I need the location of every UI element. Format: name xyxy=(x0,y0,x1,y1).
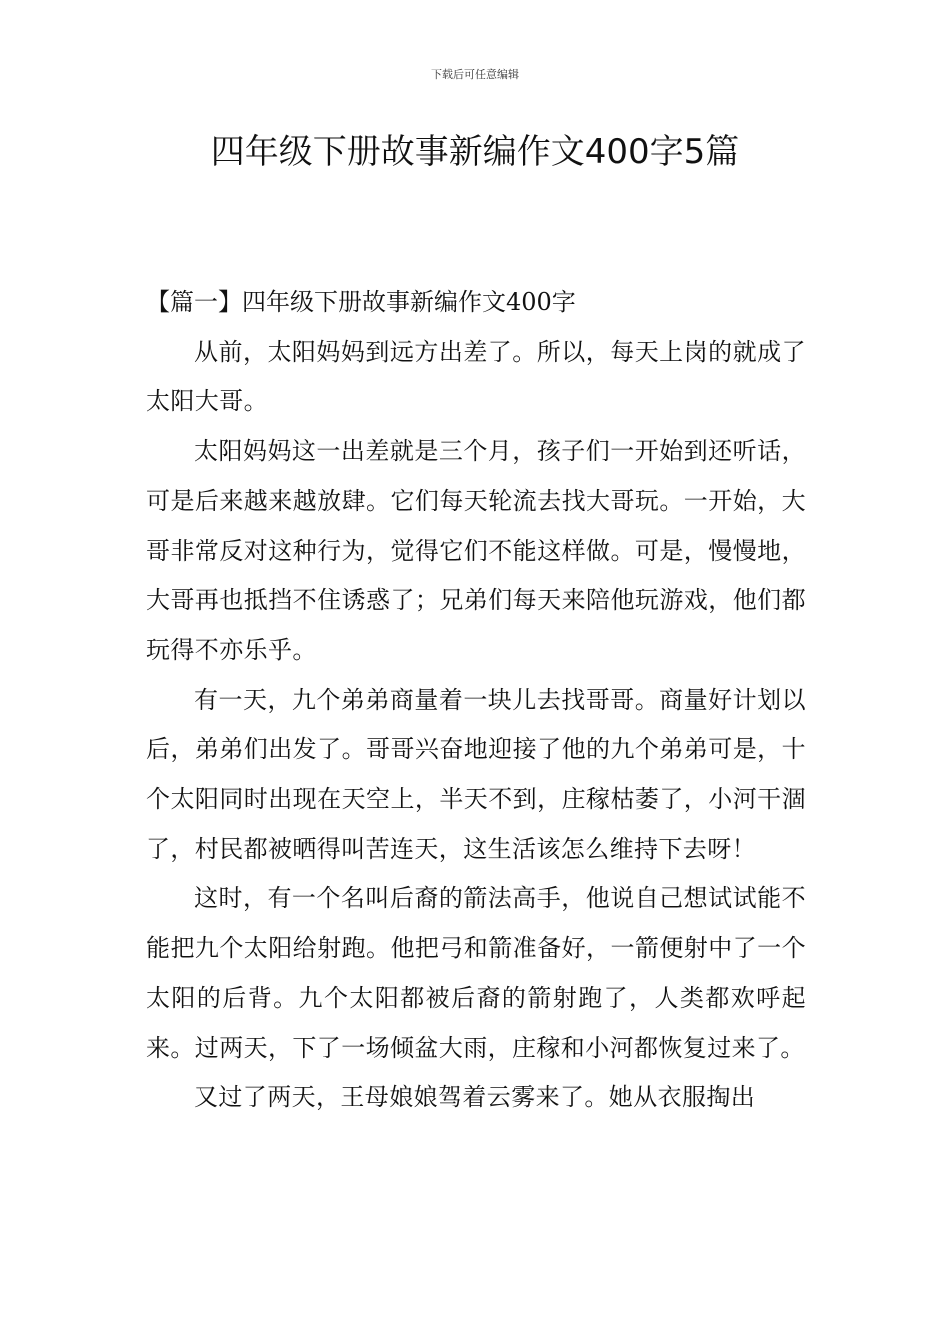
paragraph-4: 这时，有一个名叫后裔的箭法高手，他说自己想试试能不能把九个太阳给射跑。他把弓和箭准备好，一箭便射中了一个太阳的后背。九个太阳都被后裔的箭射跑了，人类都欢呼起来。过两天，下了一场倾盆大雨，庄稼和小河都恢复过来了。 xyxy=(146,884,806,1062)
section-heading: 【篇一】四年级下册故事新编作文400字 xyxy=(146,288,576,316)
document-body xyxy=(146,278,806,1123)
document-title: 四年级下册故事新编作文400字5篇 xyxy=(210,132,740,172)
header-note: 下载后可任意编辑 xyxy=(431,68,519,81)
paragraph-5: 又过了两天，王母娘娘驾着云雾来了。她从衣服掏出 xyxy=(194,1083,756,1112)
paragraph-3: 有一天，九个弟弟商量着一块儿去找哥哥。商量好计划以后，弟弟们出发了。哥哥兴奋地迎接了他的九个弟弟可是，十个太阳同时出现在天空上，半天不到，庄稼枯萎了，小河干涸了，村民都被晒得叫苦连天，这生活该怎么维持下去呀！ xyxy=(146,685,806,863)
paragraph-2: 太阳妈妈这一出差就是三个月，孩子们一开始到还听话，可是后来越来越放肆。它们每天轮流去找大哥玩。一开始，大哥非常反对这种行为，觉得它们不能这样做。可是，慢慢地，大哥再也抵挡不住诱惑了；兄弟们每天来陪他玩游戏，他们都玩得不亦乐乎。 xyxy=(146,437,806,664)
paragraph-1: 从前，太阳妈妈到远方出差了。所以，每天上岗的就成了太阳大哥。 xyxy=(146,337,806,416)
